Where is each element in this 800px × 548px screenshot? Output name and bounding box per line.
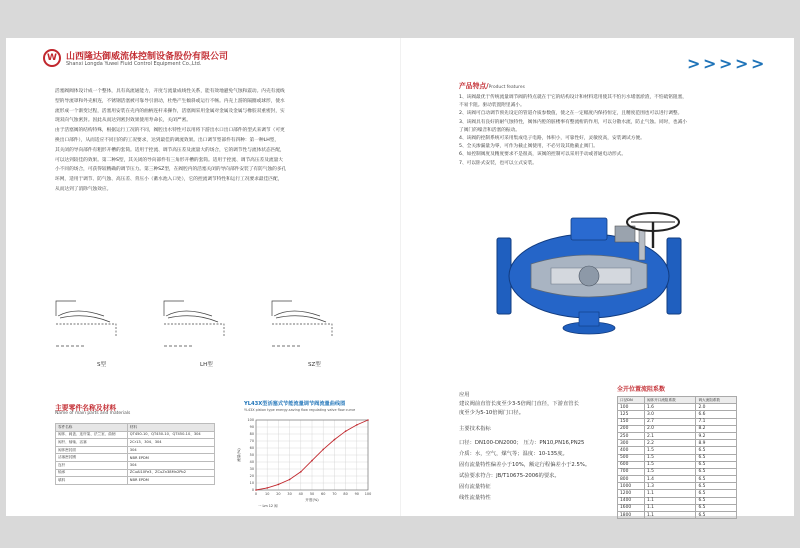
data-point — [345, 430, 347, 432]
spec-line: 线性流量特性 — [459, 495, 491, 501]
table-cell: 3.0 — [644, 411, 696, 418]
company-name-en: Shanxi Longda Yuwei Fluid Control Equipment Co.,Ltd. — [66, 61, 202, 67]
table-cell: 1.5 — [644, 447, 696, 454]
table-row — [618, 454, 737, 461]
table-cell: 2.0 — [696, 404, 737, 411]
table-cell: 2Cr13、304、304 — [127, 439, 214, 447]
table-cell: QT450-10、QT450-10、QT450-10、304 — [127, 431, 214, 439]
company-name-cn: 山西隆达御威流体控制设备股份有限公司 — [66, 52, 229, 62]
table-cell: 6.5 — [696, 461, 737, 468]
table-cell: 填料 — [56, 477, 128, 485]
y-axis-label: 流量(%) — [237, 448, 241, 462]
table-row — [618, 497, 737, 504]
table-cell: 6.5 — [696, 468, 737, 475]
x-tick-label: 0 — [254, 492, 258, 496]
spec-line: 固有流量特征 — [459, 484, 491, 490]
valve-illustration — [491, 208, 701, 338]
feature-item: 3、该阀具有良好的耐气蚀特性，阀体内腔的脏楼事有整流桁的作用，可以分散水流，防止气蚀。同时，也减小 — [459, 119, 687, 125]
specs-title: 主要技术指标 — [459, 426, 491, 432]
parts-subtitle: Name of main parts and materials — [55, 411, 131, 416]
table-cell: 7.1 — [696, 418, 737, 425]
parts-title: 主要零件名称及材料 — [55, 404, 117, 412]
table-cell: 1.1 — [644, 490, 696, 497]
table-cell: 轴承 — [56, 469, 128, 477]
curve-chart-title: YL43X型活塞式节能流量调节阀流量曲线图 — [244, 401, 346, 407]
header-cell: 口径DN — [618, 397, 645, 404]
table-cell: 125 — [618, 411, 645, 418]
table-cell: 6.5 — [696, 497, 737, 504]
table-cell: 6.5 — [696, 512, 737, 519]
table-row — [618, 432, 737, 439]
data-point — [289, 479, 291, 481]
data-point — [367, 419, 369, 421]
table-row — [618, 418, 737, 425]
table-row — [618, 411, 737, 418]
spec-line: 固有流量特性偏差小于10%，额定行程偏差小于2.5%。 — [459, 462, 591, 468]
feature-item: 1、该阀最优于传统流量调节阀的特点就在于它的结构设计和材料选用使其不怕污水堵塞淤渣，不怕硫铭阻塞， — [459, 95, 687, 100]
data-point — [311, 460, 313, 462]
table-cell: 100 — [618, 404, 645, 411]
table-cell: 150 — [618, 418, 645, 425]
y-tick-label: 70 — [249, 439, 254, 444]
table-cell: 1.3 — [644, 483, 696, 490]
table-row — [56, 461, 215, 469]
table-cell: 8.9 — [696, 440, 737, 447]
feature-item: 了阀门的噪音和活塞的振动。 — [459, 127, 520, 133]
chevron-right-icon: > — [719, 54, 733, 73]
parts-table — [55, 423, 215, 485]
table-row — [618, 476, 737, 483]
table-row — [618, 447, 737, 454]
table-row — [56, 477, 215, 485]
flow-resistance-table — [617, 396, 737, 519]
x-tick-label: 40 — [298, 492, 303, 496]
data-point — [266, 487, 268, 489]
sz-type-label: SZ型 — [308, 362, 321, 368]
table-cell: ZCuAl10Fe3、ZCuZn38Mn2Pb2 — [127, 469, 214, 477]
table-row — [618, 483, 737, 490]
table-row — [618, 425, 737, 432]
table-cell: 1.6 — [644, 404, 696, 411]
y-tick-label: 30 — [249, 467, 254, 472]
table-row — [56, 446, 215, 454]
s-type-diagram — [56, 301, 116, 346]
table-row — [56, 439, 215, 447]
x-tick-label: 90 — [354, 492, 359, 496]
table-cell: 500 — [618, 454, 645, 461]
y-tick-label: 100 — [247, 418, 254, 423]
table-cell: 6.6 — [696, 411, 737, 418]
outlet-type-diagrams — [46, 296, 362, 356]
brochure-spread — [6, 38, 794, 516]
lh-type-label: LH型 — [200, 362, 213, 368]
table-cell: 1800 — [618, 512, 645, 519]
x-tick-label: 80 — [343, 492, 348, 496]
table-cell: 1.5 — [644, 468, 696, 475]
chevron-right-icon: > — [751, 54, 765, 73]
y-tick-label: 60 — [249, 446, 254, 451]
chart-legend: 一 Lm 12 阀 — [258, 504, 278, 508]
table-row — [56, 454, 215, 462]
x-tick-label: 30 — [287, 492, 292, 496]
parts-header-row — [56, 424, 215, 432]
table-row — [56, 469, 215, 477]
table-cell: 400 — [618, 447, 645, 454]
header-cell: 材料 — [127, 424, 214, 432]
table-cell: 1200 — [618, 490, 645, 497]
table-cell: 2.0 — [644, 425, 696, 432]
table-cell: 阀体、阀盖、连杆架、法兰室、曲柄 — [56, 431, 128, 439]
chevron-right-icon: > — [735, 54, 749, 73]
intro-paragraph: 活塞阀阀体设计成一个整体，具有高流通能力，开度与流量成线性关系，能有效地避免气蚀和震动。内壳有流线 型的导流罩和外壳相连，不锈钢活塞被可靠导引滑动，杜绝产生倾斜或运行不畅。内壳上游的隔圈或球形，使水 流形成一个渐变过程，活塞用安装在壳内的曲柄连杆来操作，活塞阀采用金属对金属及金属与橡胶双重密封，实 现双向气蚀密封。因此从而达到密封效果使用寿命长，关闭严密。 由于活塞阀的结构特殊，根据运行工况的不同，阀腔出水特性可以用将下游出水口出口部件的型式来调节（可更 换出口部件），从而适应不同目的的工况要求，达到最佳的调流效果。出口调节型部件有四种：第一种LH型， 其关闭的导向部件有粗形开槽的套筒。适用于控流、调节高压差及流量大的场合，它的调节性与流体状态匹配， 可以达到较佳的效果。第二种S型，其关闭的导向部件有三角形开槽的套筒。适用于控流、调节高压差及流量大 小不同的场合，可获得较精确的调节压力。第三种SZ型，在阀腔内的活塞关闭的导向部件安装了有防气蚀的多孔 环网，适用于调节、防气蚀、高压差、背压小（蓄水池入口处），它的控流调节特性和运行工况要求最佳匹配， 从而达到了消除气蚀效应。 — [55, 89, 287, 192]
x-tick-label: 10 — [265, 492, 270, 496]
table-cell: 304 — [127, 461, 214, 469]
features-list — [459, 94, 779, 168]
table-cell: 1.1 — [644, 504, 696, 511]
table-cell: 1600 — [618, 504, 645, 511]
data-point — [278, 484, 280, 486]
table-cell: 1.1 — [644, 512, 696, 519]
table-cell: 6.5 — [696, 483, 737, 490]
table-cell: 活塞密封圈 — [56, 454, 128, 462]
table-cell: 300 — [618, 440, 645, 447]
table-row — [618, 490, 737, 497]
y-tick-label: 40 — [249, 460, 254, 465]
table-cell: NBR EPDM — [127, 454, 214, 462]
table-row — [618, 404, 737, 411]
table-cell: 6.5 — [696, 476, 737, 483]
data-point — [356, 424, 358, 426]
table-cell: 阀体密封面 — [56, 446, 128, 454]
table-cell: 250 — [618, 432, 645, 439]
chevron-right-icon: > — [687, 54, 701, 73]
s-type-label: S型 — [97, 362, 106, 368]
table-cell: 304 — [127, 446, 214, 454]
feature-item: 5、全关渗漏量为零，可作为截止阀使用，不必另设其他截止阀门。 — [459, 144, 598, 150]
header-cell: 调大流阻系数 — [696, 397, 737, 404]
table-cell: 1.5 — [644, 454, 696, 461]
feature-item: 6、如控制阀度及精度要求不是很高，该阀的控制可以采用手动或普通电动形式。 — [459, 152, 627, 158]
header-cell: 零件名称 — [56, 424, 128, 432]
table-row — [618, 504, 737, 511]
table-cell: 1000 — [618, 483, 645, 490]
table-row — [56, 431, 215, 439]
table-cell: 2.1 — [644, 432, 696, 439]
application-line-1: 建议阀前直管长度至少3-5倍阀门直径，下游直管长 — [459, 401, 579, 407]
feature-item: 7、可以卧式安装，也可以立式安装。 — [459, 160, 537, 166]
table-cell: 1.1 — [644, 497, 696, 504]
x-tick-label: 50 — [309, 492, 315, 496]
application-title: 应用 — [459, 392, 470, 398]
table-cell: 8.2 — [696, 425, 737, 432]
table-cell: 6.5 — [696, 490, 737, 497]
table-cell: 1.4 — [644, 476, 696, 483]
spec-line: 口径：DN100-DN2000； 压力：PN10,PN16,PN25 — [459, 440, 585, 446]
x-axis-label: 开度(%) — [305, 498, 319, 502]
table-cell: 800 — [618, 476, 645, 483]
x-tick-label: 70 — [332, 492, 337, 496]
header-cell: 阀体开口流阻系数 — [644, 397, 696, 404]
curve-chart-subtitle: YL43X piston type energy-saving flow regulating valve flow curve — [244, 408, 356, 412]
data-point — [334, 439, 336, 441]
y-tick-label: 50 — [249, 453, 254, 458]
y-tick-label: 20 — [249, 474, 254, 479]
table-cell: 9.2 — [696, 432, 737, 439]
table-cell: 200 — [618, 425, 645, 432]
y-tick-label: 90 — [249, 425, 254, 430]
flow-table-title: 全开位置流阻系数 — [617, 386, 666, 393]
y-tick-label: 80 — [249, 432, 254, 437]
application-line-2: 度至少为5-10倍阀门口径。 — [459, 410, 524, 416]
table-cell: 1400 — [618, 497, 645, 504]
table-cell: NBR EPDM — [127, 477, 214, 485]
spec-line: 介质：水，空气，煤气等；温度：10-135度。 — [459, 451, 568, 457]
table-row — [618, 512, 737, 519]
x-tick-label: 60 — [321, 492, 326, 496]
right-page — [400, 38, 795, 516]
table-cell: 6.5 — [696, 454, 737, 461]
chevron-right-icon: > — [703, 54, 717, 73]
feature-item: 不易卡阻。驱动装置附里减小。 — [459, 103, 525, 109]
flow-header-row — [618, 397, 737, 404]
x-tick-label: 20 — [276, 492, 281, 496]
y-tick-label: 10 — [249, 481, 254, 486]
table-cell: 1.5 — [644, 461, 696, 468]
company-logo: W — [43, 49, 61, 67]
table-cell: 阀杆、轴轴、活塞 — [56, 439, 128, 447]
data-point — [255, 489, 257, 491]
features-title: 产品特点/Product features — [459, 82, 525, 90]
feature-item: 2、该阀可自动调节预先设定的管道介质参数值，使之在一定幅度内保持恒定，且精度范围也可以进行调整。 — [459, 111, 683, 117]
table-cell: 连杆 — [56, 461, 128, 469]
sz-type-diagram — [272, 301, 332, 346]
table-cell: 6.5 — [696, 447, 737, 454]
table-cell: 600 — [618, 461, 645, 468]
left-page — [6, 38, 400, 516]
data-point — [322, 449, 324, 451]
table-cell: 700 — [618, 468, 645, 475]
flow-curve-chart — [234, 414, 384, 514]
table-row — [618, 440, 737, 447]
table-row — [618, 468, 737, 475]
table-cell: 2.2 — [644, 440, 696, 447]
lh-type-diagram — [164, 301, 224, 346]
feature-item: 4、该阀的控制系统可采用集成电子电路，体积小，可靠性好，灵敏度高，安装调试方便。 — [459, 136, 645, 142]
table-row — [618, 461, 737, 468]
x-tick-label: 100 — [364, 492, 372, 496]
data-point — [300, 471, 302, 473]
table-cell: 2.7 — [644, 418, 696, 425]
table-cell: 6.5 — [696, 504, 737, 511]
spec-line: 试验要求符合：JB/T10675-2006的要求。 — [459, 473, 560, 479]
y-tick-label: 0 — [251, 488, 254, 493]
